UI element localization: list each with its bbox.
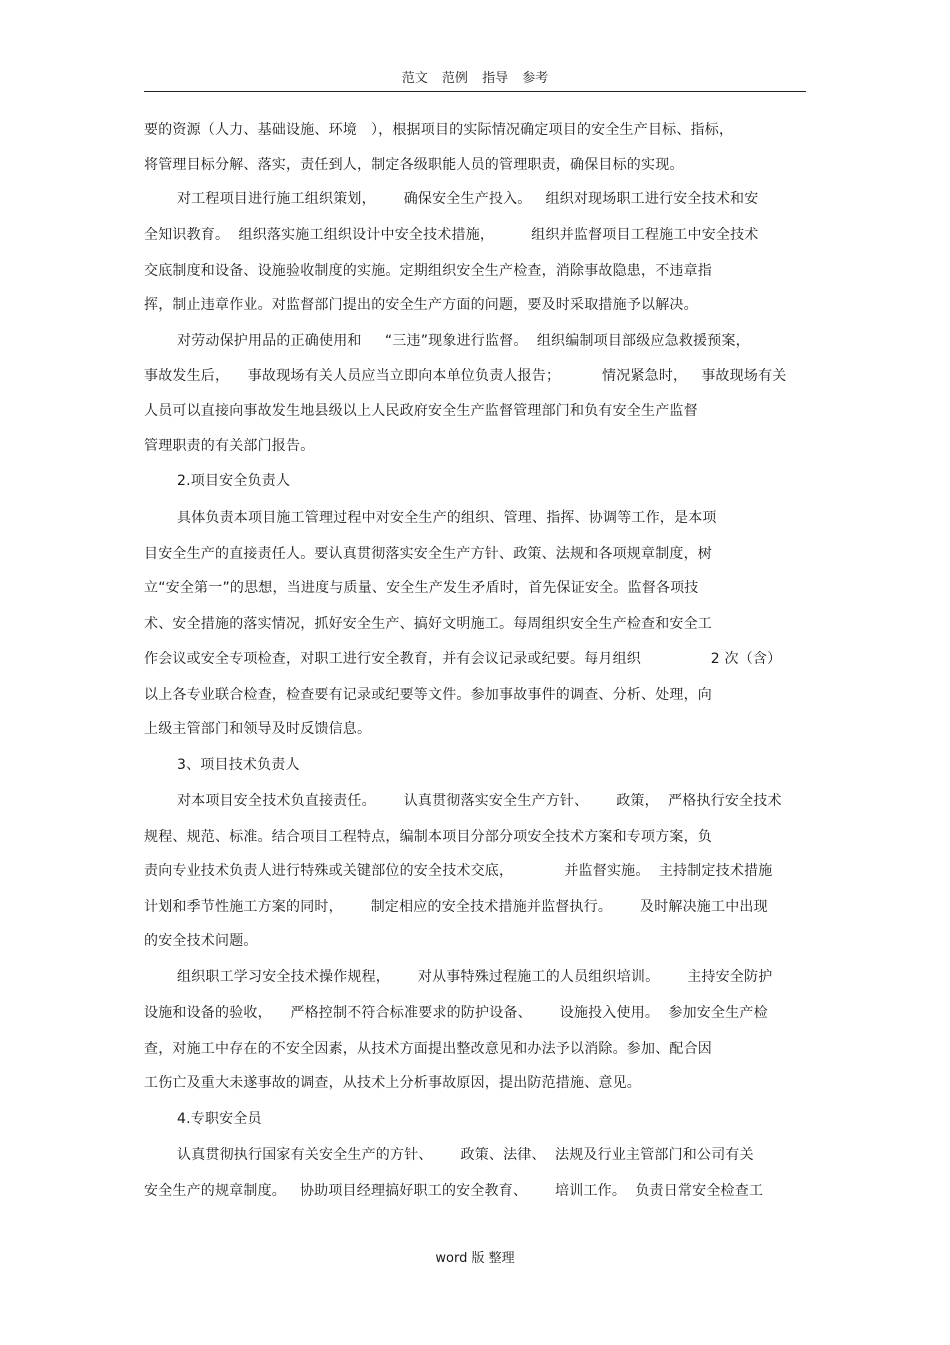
- text-line: 全知识教育。 组织落实施工组织设计中安全技术措施， 组织并监督项目工程施工中安全技术: [144, 227, 759, 243]
- text-line: 管理职责的有关部门报告。: [144, 438, 315, 454]
- page-footer: word 版 整理: [435, 1251, 515, 1266]
- text-line: 工伤亡及重大未遂事故的调查，从技术上分析事故原因，提出防范措施、意见。: [144, 1075, 641, 1091]
- text-line: 交底制度和设备、设施验收制度的实施。定期组织安全生产检查，消除事故隐患，不违章指: [144, 263, 712, 279]
- text-line: 责向专业技术负责人进行特殊或关键部位的安全技术交底， 并监督实施。 主持制定技术措施: [144, 863, 773, 879]
- header-item: 范例: [441, 71, 468, 86]
- text-line: 安全生产的规章制度。 协助项目经理搞好职工的安全教育、 培训工作。 负责日常安全检查工: [144, 1183, 764, 1199]
- section-heading: 3、项目技术负责人: [177, 757, 300, 773]
- header-item: 参考: [522, 71, 549, 86]
- text-line: 将管理目标分解、落实，责任到人，制定各级职能人员的管理职责，确保目标的实现。: [144, 157, 684, 173]
- text-line: 术、安全措施的落实情况，抓好安全生产、搞好文明施工。每周组织安全生产检查和安全工: [144, 616, 712, 632]
- text-line: 上级主管部门和领导及时反馈信息。: [144, 721, 372, 737]
- text-line: 人员可以直接向事故发生地县级以上人民政府安全生产监督管理部门和负有安全生产监督: [144, 403, 698, 419]
- text-line: 计划和季节性施工方案的同时， 制定相应的安全技术措施并监督执行。 及时解决施工中出现: [144, 899, 768, 915]
- text-line: 以上各专业联合检查，检查要有记录或纪要等文件。参加事故事件的调查、分析、处理，向: [144, 687, 712, 703]
- section-heading: 4.专职安全员: [177, 1111, 262, 1127]
- header-rule: [144, 91, 806, 92]
- text-line: 规程、规范、标准。结合项目工程特点，编制本项目分部分项安全技术方案和专项方案，负: [144, 829, 712, 845]
- section-heading: 2.项目安全负责人: [177, 473, 291, 489]
- header-item: 范文: [401, 71, 428, 86]
- text-line: 认真贯彻执行国家有关安全生产的方针、 政策、法律、 法规及行业主管部门和公司有关: [177, 1147, 754, 1163]
- text-line: 对本项目安全技术负直接责任。 认真贯彻落实安全生产方针、 政策， 严格执行安全技术: [177, 793, 782, 809]
- text-line: 查，对施工中存在的不安全因素，从技术方面提出整改意见和办法予以消除。参加、配合因: [144, 1041, 712, 1057]
- text-line: 事故发生后， 事故现场有关人员应当立即向本单位负责人报告； 情况紧急时， 事故现场有关: [144, 368, 787, 384]
- page-header: [144, 70, 806, 90]
- text-line: 立“安全第一”的思想，当进度与质量、安全生产发生矛盾时，首先保证安全。监督各项技: [144, 580, 699, 596]
- text-line: 对工程项目进行施工组织策划， 确保安全生产投入。 组织对现场职工进行安全技术和安: [177, 191, 759, 207]
- text-line: 作会议或安全专项检查，对职工进行安全教育，并有会议记录或纪要。每月组织 2 次（含）: [144, 651, 782, 667]
- text-line: 的安全技术问题。: [144, 933, 258, 949]
- text-line: 对劳动保护用品的正确使用和 “三违”现象进行监督。 组织编制项目部级应急救援预案，: [177, 333, 750, 349]
- text-line: 要的资源（人力、基础设施、环境 ），根据项目的实际情况确定项目的安全生产目标、指标，: [144, 122, 734, 138]
- text-line: 挥，制止违章作业。对监督部门提出的安全生产方面的问题，要及时采取措施予以解决。: [144, 297, 698, 313]
- text-line: 组织职工学习安全技术操作规程， 对从事特殊过程施工的人员组织培训。 主持安全防护: [177, 969, 773, 985]
- text-line: 目安全生产的直接责任人。要认真贯彻落实安全生产方针、政策、法规和各项规章制度，树: [144, 546, 712, 562]
- header-item: 指导: [482, 71, 509, 86]
- text-line: 具体负责本项目施工管理过程中对安全生产的组织、管理、指挥、协调等工作，是本项: [177, 510, 717, 526]
- text-line: 设施和设备的验收， 严格控制不符合标准要求的防护设备、 设施投入使用。 参加安全生产检: [144, 1005, 768, 1021]
